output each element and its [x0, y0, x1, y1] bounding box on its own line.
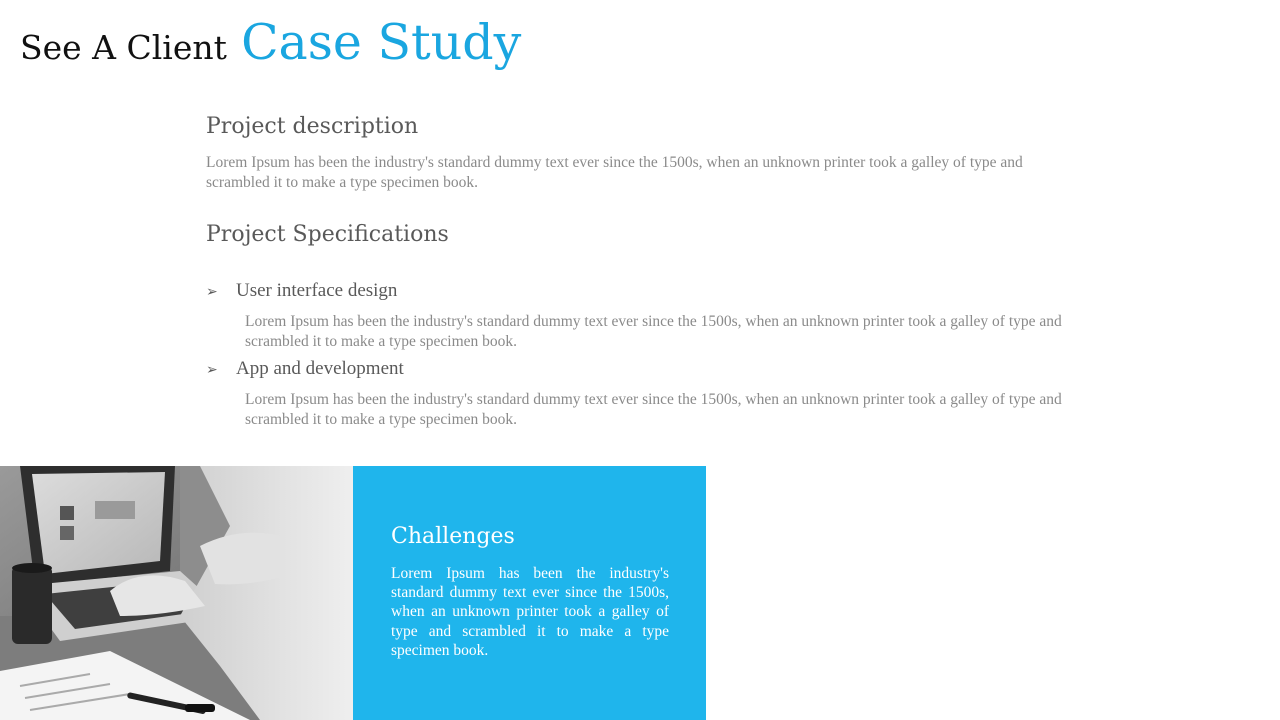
spec-item-title: User interface design	[236, 280, 398, 301]
challenges-panel	[353, 466, 706, 720]
slide-title-prefix: See A Client	[20, 28, 227, 67]
slide-title-highlight: Case Study	[241, 14, 522, 71]
laptop-photo	[0, 466, 353, 720]
challenges-heading: Challenges	[391, 524, 515, 549]
spec-item-app-development	[206, 358, 404, 380]
spec-item-description: Lorem Ipsum has been the industry's standard dummy text ever since the 1500s, when an unknown printer took a galley of type and scrambled it to make a type specimen book.	[245, 391, 1062, 428]
spec-item-description: Lorem Ipsum has been the industry's standard dummy text ever since the 1500s, when an unknown printer took a galley of type and scrambled it to make a type specimen book.	[245, 313, 1062, 350]
slide-title	[20, 14, 521, 71]
spec-item-title: App and development	[236, 358, 404, 379]
arrow-bullet-icon: ➢	[206, 284, 218, 300]
spec-item-ui-design	[206, 280, 397, 302]
project-specifications-heading: Project Specifications	[206, 222, 449, 247]
arrow-bullet-icon: ➢	[206, 362, 218, 378]
challenges-text: Lorem Ipsum has been the industry's standard dummy text ever since the 1500s, when an unknown printer took a galley of type and scrambled it to make a type specimen book.	[391, 565, 669, 659]
project-description-text: Lorem Ipsum has been the industry's standard dummy text ever since the 1500s, when an unknown printer took a galley of type and scrambled it to make a type specimen book.	[206, 154, 1023, 191]
project-description-heading: Project description	[206, 114, 419, 139]
